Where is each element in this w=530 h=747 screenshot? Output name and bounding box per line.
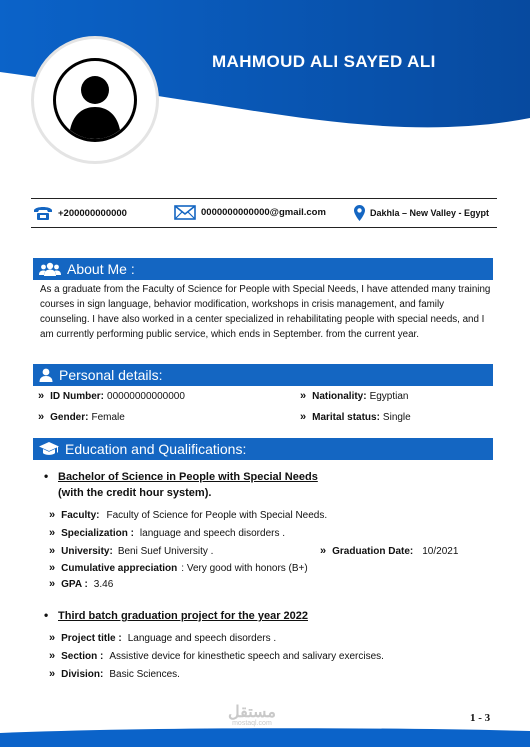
avatar	[31, 36, 159, 164]
phone-icon	[33, 205, 53, 221]
gender-row: » Gender: Female	[38, 411, 125, 423]
page-number: 1 - 3	[470, 712, 491, 724]
section-title-education: Education and Qualifications:	[65, 441, 247, 457]
chevron-double-right-icon: »	[320, 545, 327, 557]
section-education	[33, 438, 493, 460]
contact-email	[174, 205, 326, 220]
specialization-row: » Specialization : language and speech disorders .	[49, 527, 286, 539]
about-text: As a graduate from the Faculty of Science for People with Special Needs, I have attended many training courses in sign language, behavior modification, workshops in crisis management, and family counseling. I have also worked in a center specialized in rehabilitating people with special needs, and I am currently performing public service, which ends in September. from the current year.	[40, 284, 491, 340]
chevron-double-right-icon: »	[49, 632, 56, 644]
section-title-personal: Personal details:	[59, 367, 163, 383]
contact-phone	[33, 205, 127, 221]
candidate-name: MAHMOUD ALI SAYED ALI	[212, 52, 436, 71]
contact-bar	[31, 198, 497, 228]
envelope-icon	[174, 205, 196, 220]
faculty-row: » Faculty: Faculty of Science for People with Special Needs.	[49, 509, 328, 521]
footer-wave	[0, 727, 530, 747]
chevron-double-right-icon: »	[49, 562, 56, 574]
marital-row: » Marital status: Single	[300, 411, 411, 423]
chevron-double-right-icon: »	[49, 545, 56, 557]
chevron-double-right-icon: »	[49, 578, 56, 590]
id-row: » ID Number: 00000000000000	[38, 390, 185, 402]
chevron-double-right-icon: »	[49, 509, 56, 521]
email-text: 0000000000000@gmail.com	[201, 207, 326, 218]
chevron-double-right-icon: »	[49, 650, 56, 662]
university-row: » University: Beni Suef University .	[49, 545, 214, 557]
chevron-double-right-icon: »	[38, 411, 45, 423]
section-about	[33, 258, 493, 280]
location-text: Dakhla – New Valley - Egypt	[370, 208, 490, 218]
gpa-row: » GPA : 3.46	[49, 578, 114, 590]
chevron-double-right-icon: »	[49, 527, 56, 539]
section-personal	[33, 364, 493, 386]
degree-heading: • Bachelor of Science in People with Special Needs (with the credit hour system).	[44, 469, 318, 499]
graduation-row: » Graduation Date: 10/2021	[320, 545, 459, 557]
section-title-about: About Me :	[67, 261, 135, 277]
chevron-double-right-icon: »	[38, 390, 45, 402]
map-pin-icon	[354, 205, 365, 221]
user-icon	[39, 368, 53, 382]
chevron-double-right-icon: »	[300, 411, 307, 423]
watermark: مستقل mostaql.com	[228, 704, 276, 727]
avatar-placeholder-icon	[53, 58, 137, 142]
division-row: » Division: Basic Sciences.	[49, 668, 180, 680]
nationality-row: » Nationality: Egyptian	[300, 390, 409, 402]
section-row: » Section : Assistive device for kinesthetic speech and salivary exercises.	[49, 650, 384, 662]
chevron-double-right-icon: »	[300, 390, 307, 402]
project-heading: • Third batch graduation project for the year 2022	[44, 608, 308, 622]
chevron-double-right-icon: »	[49, 668, 56, 680]
project-title-row: » Project title : Language and speech disorders .	[49, 632, 277, 644]
graduation-cap-icon	[39, 442, 59, 456]
bullet-icon: •	[44, 608, 49, 622]
phone-text: +200000000000	[58, 207, 127, 219]
appreciation-row: » Cumulative appreciation : Very good with honors (B+)	[49, 562, 308, 574]
contact-location	[354, 205, 489, 221]
bullet-icon: •	[44, 469, 49, 483]
users-icon	[39, 262, 61, 276]
